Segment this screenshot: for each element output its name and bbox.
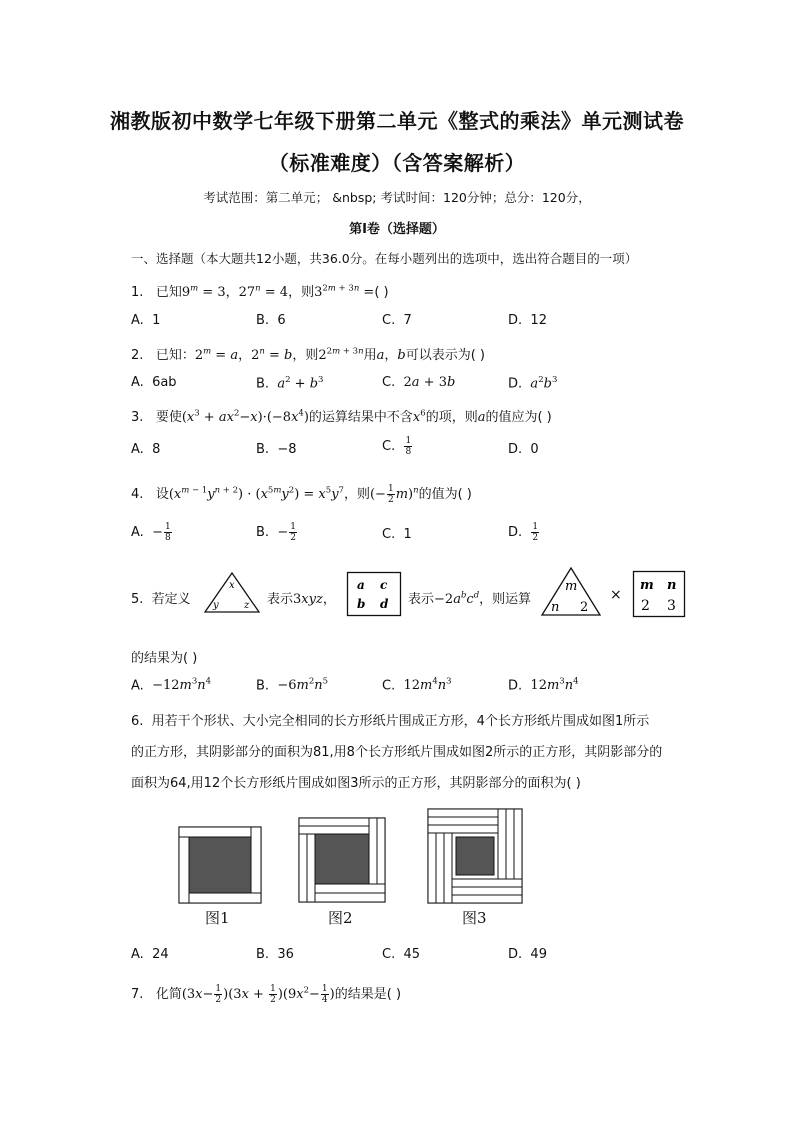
q2-option-d[interactable]: D. $a^2b^3$ <box>508 375 558 392</box>
q7-formula: (3x− $\frac{1}{2}$ )(3x + $\frac{1}{2}$ )($9x^2-$ $\frac{1}{4}$ ) <box>181 984 335 1005</box>
question-4 <box>131 483 472 505</box>
q6-option-c[interactable]: C. 45 <box>382 947 421 962</box>
q5-option-d[interactable]: D. $12m^3n^4$ <box>508 677 579 694</box>
q3-option-a[interactable]: A. 8 <box>131 442 161 457</box>
q4-formula-b: (− $\frac{1}{2}$ m)$^n$ <box>369 484 419 505</box>
q2-option-b[interactable]: B. $a^2 + b^3$ <box>256 375 324 392</box>
q3-option-c[interactable]: C. $\frac{1}{8}$ <box>382 436 412 457</box>
q3-text-d: 的值应为( ) <box>485 410 552 425</box>
q5-number-text: 5. 若定义 <box>131 592 191 607</box>
q3-option-b[interactable]: B. −8 <box>256 442 297 457</box>
q1-text-b: ，则 <box>288 285 315 300</box>
q2-option-a[interactable]: A. 6ab <box>131 375 177 390</box>
q3-option-d[interactable]: D. 0 <box>508 442 539 457</box>
q1-option-d[interactable]: D. 12 <box>508 313 547 328</box>
tri1-left: y <box>213 600 219 611</box>
q5-box-mn23 <box>632 570 686 618</box>
q4-text-a: 设 <box>155 487 169 502</box>
figure-2-caption: 图2 <box>328 909 353 927</box>
q6-line-1: 6. 用若干个形状、大小完全相同的长方形纸片围成正方形，4个长方形纸片围成如图1所示 <box>131 714 650 729</box>
q1-text-a: 已知 <box>155 285 182 300</box>
q6-option-a[interactable]: A. 24 <box>131 947 169 962</box>
q2-text-b: ，则 <box>292 348 319 363</box>
q5-result-text: 的结果为( ) <box>131 651 198 666</box>
q5-times-sign: × <box>610 587 622 603</box>
question-7 <box>131 983 401 1005</box>
q1-formula-a: $9^m = 3$，$27^n = 4$ <box>181 283 289 300</box>
box1-c: b <box>357 597 366 611</box>
q4-option-b[interactable]: B. − $\frac{1}{2}$ <box>256 522 296 543</box>
exam-info: 考试范围：第二单元； &nbsp; 考试时间：120分钟；总分：120分， <box>203 190 591 205</box>
q5-box-abcd <box>346 571 402 617</box>
q5-option-c[interactable]: C. $12m^4n^3$ <box>382 677 452 694</box>
box2-b: n <box>667 578 677 593</box>
q7-text-b: 的结果是( ) <box>334 987 402 1002</box>
q6-option-d[interactable]: D. 49 <box>508 947 547 962</box>
question-2: 2. 已知：$2^m = a$，$2^n = b$，则$2^{2m + 3n}$用a，b可以表示为( ) <box>131 346 485 363</box>
q2-text-c: 用 <box>363 348 377 363</box>
q3-formula: $(x^3 + ax^2-x)\cdot(-8x^4)$ <box>181 408 309 425</box>
q1-option-b[interactable]: B. 6 <box>256 313 286 328</box>
tri1-top: x <box>229 580 235 591</box>
q6-line-3: 面积为64,用12个长方形纸片围成如图3所示的正方形，其阴影部分的面积为( ) <box>131 776 581 791</box>
q1-paren: ( ) <box>374 285 389 300</box>
q3-text-c: 的项，则 <box>425 410 478 425</box>
q5-triangle-xyz <box>203 571 261 615</box>
q1-option-a[interactable]: A. 1 <box>131 313 161 328</box>
q2-text-a: 已知： <box>155 348 195 363</box>
box2-a: m <box>640 578 654 593</box>
q4-option-a[interactable]: A. − $\frac{1}{8}$ <box>131 522 171 543</box>
q3-text-a: 要使 <box>155 410 182 425</box>
q2-formula-a: $2^m = a$，$2^n = b$ <box>194 346 293 363</box>
q4-option-c[interactable]: C. 1 <box>382 527 412 542</box>
figure-2 <box>298 817 386 903</box>
box2-d: 3 <box>667 598 676 614</box>
part-heading: 一、选择题（本大题共12小题，共36.0分。在每小题列出的选项中，选出符合题目的一项） <box>131 251 638 266</box>
q6-option-b[interactable]: B. 36 <box>256 947 294 962</box>
box1-b: c <box>380 578 388 592</box>
q5-option-a[interactable]: A. $-12m^3n^4$ <box>131 677 212 694</box>
q2-text-d: 可以表示为( ) <box>405 348 485 363</box>
question-3: 3. 要使$(x^3 + ax^2-x)\cdot(-8x^4)$的运算结果中不含$x^6$的项，则a的值应为( ) <box>131 408 552 425</box>
q1-number: 1. <box>131 285 144 300</box>
tri2-right: 2 <box>580 600 589 615</box>
question-1 <box>131 281 389 300</box>
figure-3 <box>427 808 523 904</box>
q6-line-2: 的正方形，其阴影部分的面积为81,用8个长方形纸片围成如图2所示的正方形，其阴影部分的 <box>131 745 663 760</box>
tri2-top: m <box>565 579 578 594</box>
box1-a: a <box>357 578 365 592</box>
q1-option-c[interactable]: C. 7 <box>382 313 412 328</box>
q4-option-d[interactable]: D. $\frac{1}{2}$ <box>508 522 539 543</box>
q5-triangle-mn2 <box>540 566 602 618</box>
q7-text-a: 化简 <box>155 987 182 1002</box>
q2-number: 2. <box>131 348 144 363</box>
q3-text-b: 的运算结果中不含 <box>308 410 413 425</box>
figure-3-caption: 图3 <box>462 909 487 927</box>
q7-number: 7. <box>131 987 144 1002</box>
q1-formula-b: $3^{2m + 3n}$ = <box>314 283 375 300</box>
box2-c: 2 <box>641 598 650 614</box>
box1-d: d <box>380 597 389 611</box>
title-line-1: 湘教版初中数学七年级下册第二单元《整式的乘法》单元测试卷 <box>110 109 684 133</box>
q4-text-c: 的值为( ) <box>418 487 472 502</box>
q2-vars: a <box>376 348 385 363</box>
q2-option-c[interactable]: C. 2a + 3b <box>382 375 456 390</box>
tri2-left: n <box>551 600 560 615</box>
q5-text-b: 表示3xyz， <box>267 592 336 607</box>
section-title: 第I卷（选择题） <box>349 222 445 237</box>
q2-formula-b: $2^{2m + 3n}$ <box>318 346 364 363</box>
q4-formula-a: $(x^{m - 1}y^{n + 2}) \cdot (x^{5m}y^2) = x^5y^7$ <box>168 485 344 502</box>
figure-1-caption: 图1 <box>205 909 230 927</box>
figure-1 <box>178 826 262 904</box>
q5-option-b[interactable]: B. $-6m^2n^5$ <box>256 677 329 694</box>
tri1-right: z <box>244 600 250 611</box>
q3-number: 3. <box>131 410 144 425</box>
q5-text-c: 表示$-2a^bc^d$，则运算 <box>408 590 532 607</box>
q4-number: 4. <box>131 487 144 502</box>
q4-text-b: ，则 <box>343 487 370 502</box>
title-line-2: （标准难度）（含答案解析） <box>268 151 526 175</box>
